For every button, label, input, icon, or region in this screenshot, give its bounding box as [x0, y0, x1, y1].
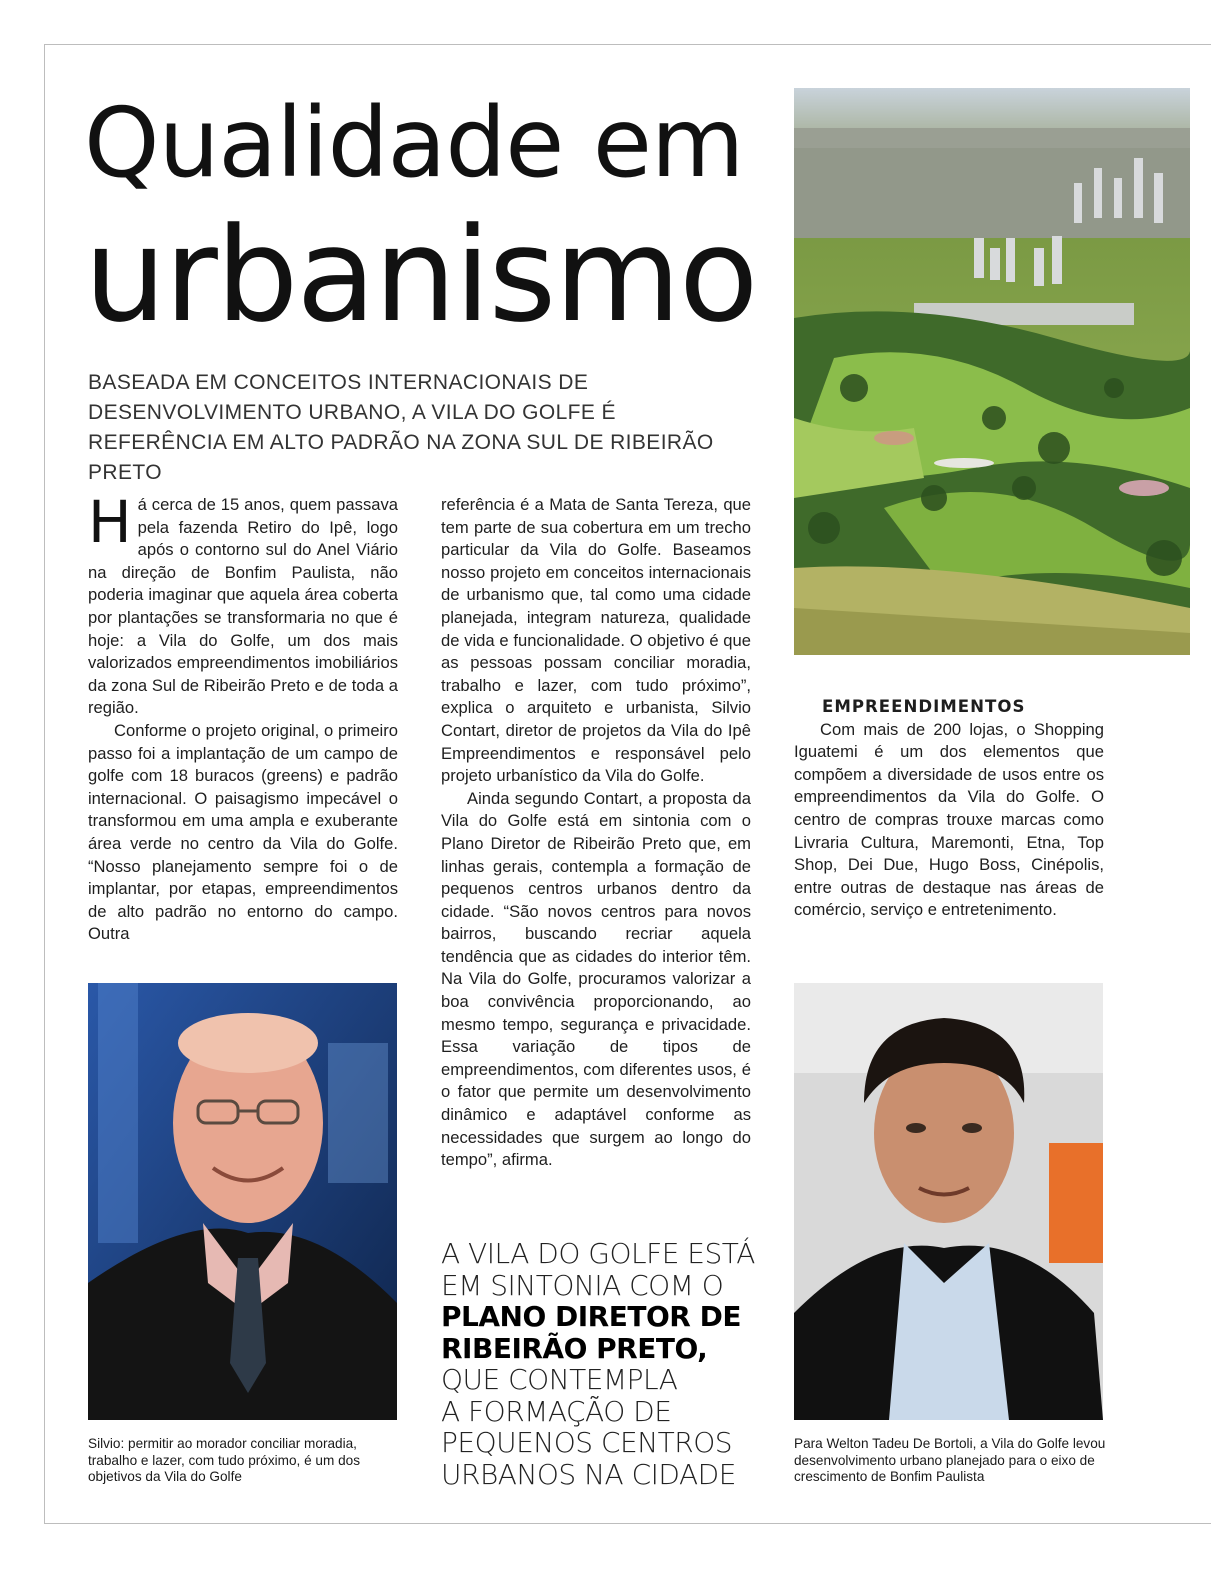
welton-portrait-photo	[794, 983, 1103, 1420]
paragraph: Com mais de 200 lojas, o Shopping Iguatemi é um dos elementos que compõem a diversidade de usos entre os empreendimentos da Vila do Golfe. O centro de compras trouxe marcas como Livraria Cultura, Maremonti, Etna, Top Shop, Dei Due, Hugo Boss, Cinépolis, entre outras de destaque nas áreas de comércio, serviço e entretenimento.	[794, 719, 1104, 920]
article-subtitle: BASEADA EM CONCEITOS INTERNACIONAIS DE DESENVOLVIMENTO URBANO, A VILA DO GOLFE É REFERÊNCIA EM ALTO PADRÃO NA ZONA SUL DE RIBEIRÃO PRETO	[88, 371, 714, 484]
pull-quote-line: URBANOS NA CIDADE	[441, 1457, 736, 1491]
paragraph	[88, 488, 398, 720]
pull-quote-line: PEQUENOS CENTROS	[441, 1426, 733, 1459]
pull-quote-line: A VILA DO GOLFE ESTÁ	[441, 1237, 755, 1270]
pull-quote-line: A FORMAÇÃO DE	[441, 1394, 672, 1428]
pull-quote-emphasis: RIBEIRÃO PRETO,	[441, 1331, 708, 1365]
paragraph: Ainda segundo Contart, a proposta da Vila do Golfe está em sintonia com o Plano Diretor de Ribeirão Preto que, em linhas gerais, contempla a formação de pequenos centros urbanos dentro da cidade. “São novos centros para novos bairros, buscando recriar aquela tendência que as cidades do interior têm. Na Vila do Golfe, procuramos valorizar a boa convivência proporcionando, ao mesmo tempo, segurança e privacidade. Essa variação de tipos de empreendimentos, com diferentes usos, é o fator que permite um desenvolvimento dinâmico e adaptável conforme as necessidades que surgem ao longo do tempo”, afirma.	[441, 788, 751, 1170]
article-column-2	[441, 494, 751, 1172]
headline-line-1: Qualidade em	[84, 87, 744, 199]
headline-line-2: urbanismo	[84, 199, 757, 351]
pull-quote-line: QUE CONTEMPLA	[441, 1363, 678, 1396]
paragraph-text: á cerca de 15 anos, quem passava pela fazenda Retiro do Ipê, logo após o contorno sul do Anel Viário na direção de Bonfim Paulista, não poderia imaginar que aquela área coberta por plantações se transformaria no que é hoje: a Vila do Golfe, um dos mais valorizados empreendimentos imobiliários da zona Sul de Ribeirão Preto e de toda a região.	[88, 495, 398, 718]
silvio-photo-caption: Silvio: permitir ao morador conciliar moradia, trabalho e lazer, com tudo próximo, é um dos objetivos da Vila do Golfe	[88, 1436, 361, 1484]
drop-cap: H	[88, 488, 132, 556]
paragraph: referência é a Mata de Santa Tereza, que tem parte de sua cobertura em um trecho particular da Vila do Golfe. Baseamos nosso projeto em conceitos internacionais de urbanismo que, tal como uma cidade planejada, integram natureza, qualidade de vida e funcionalidade. O objetivo é que as pessoas possam conciliar moradia, trabalho e lazer, com tudo próximo”, explica o arquiteto e urbanista, Silvio Contart, diretor de projetos da Vila do Ipê Empreendimentos e responsável pelo projeto urbanístico da Vila do Golfe.	[441, 495, 751, 786]
aerial-city-photo	[794, 88, 1190, 655]
article-column-3	[794, 696, 1104, 922]
pull-quote-line: EM SINTONIA COM O	[441, 1268, 724, 1302]
section-heading: EMPREENDIMENTOS	[822, 697, 1026, 716]
silvio-portrait-photo	[88, 983, 397, 1420]
pull-quote-emphasis: PLANO DIRETOR DE	[441, 1300, 741, 1333]
welton-photo-caption: Para Welton Tadeu De Bortoli, a Vila do Golfe levou desenvolvimento urbano planejado para o eixo de crescimento de Bonfim Paulista	[794, 1436, 1106, 1484]
pull-quote	[441, 1238, 771, 1490]
article-column-1	[88, 488, 398, 946]
paragraph: Conforme o projeto original, o primeiro passo foi a implantação de um campo de golfe com 18 buracos (greens) e padrão internacional. O paisagismo impecável o transformou em uma ampla e exuberante área verde no centro da Vila do Golfe. “Nosso planejamento sempre foi o de implantar, por etapas, empreendimentos de alto padrão no entorno do campo. Outra	[88, 720, 398, 944]
